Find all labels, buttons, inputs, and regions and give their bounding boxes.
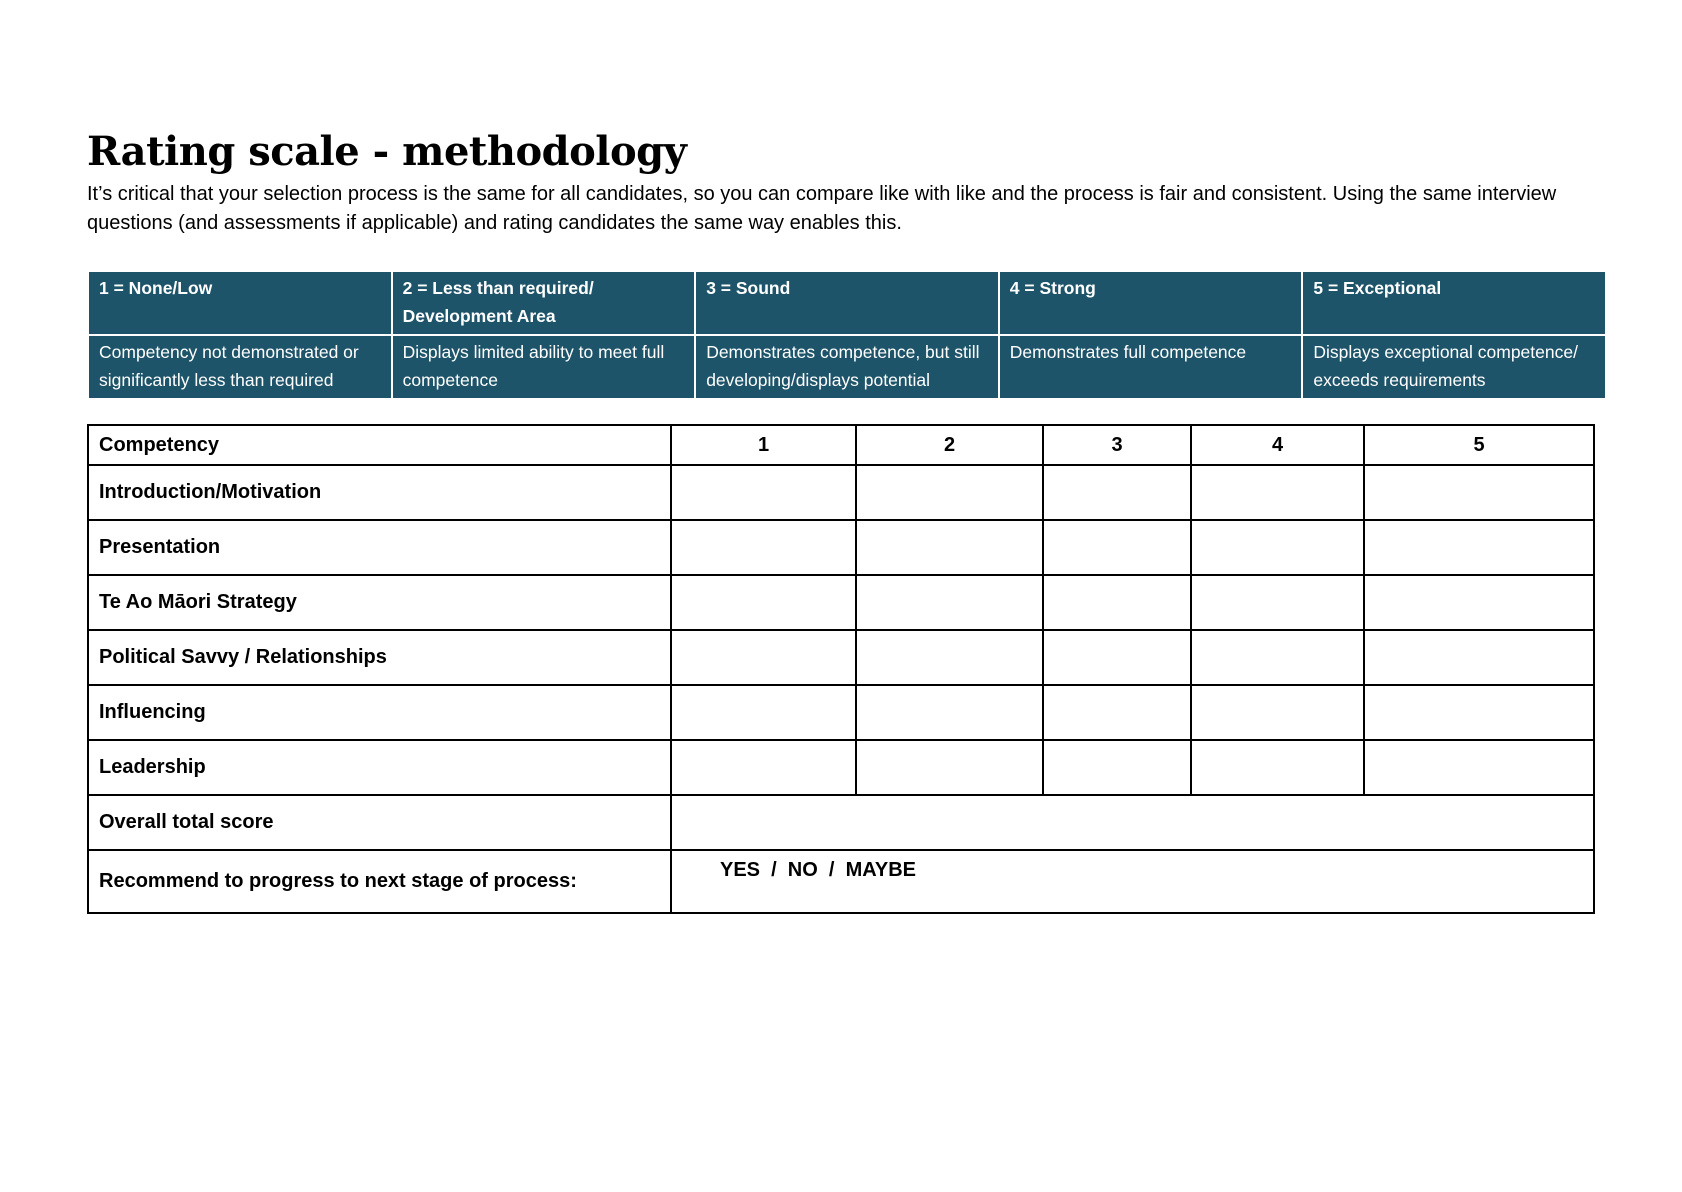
intro-paragraph: It’s critical that your selection process is the same for all candidates, so you can compare like with like and the process is fair and consistent. Using the same interview questions (and assessments if applicable) and rating candidates the same way enables this. — [87, 183, 1557, 234]
competency-name: Introduction/Motivation — [88, 465, 671, 520]
rating-cell-3[interactable] — [1043, 630, 1191, 685]
rating-cell-1[interactable] — [671, 575, 856, 630]
competency-name: Political Savvy / Relationships — [88, 630, 671, 685]
scale-label: 2 = Less than required/ Development Area — [392, 271, 696, 335]
rating-cell-4[interactable] — [1191, 575, 1364, 630]
rating-cell-2[interactable] — [856, 465, 1043, 520]
rating-cell-3[interactable] — [1043, 520, 1191, 575]
table-row — [88, 685, 1594, 740]
scale-desc: Displays limited ability to meet full competence — [392, 335, 696, 399]
rating-cell-5[interactable] — [1364, 575, 1594, 630]
scale-desc: Demonstrates competence, but still developing/displays potential — [695, 335, 999, 399]
rating-cell-5[interactable] — [1364, 740, 1594, 795]
recommend-label: Recommend to progress to next stage of process: — [88, 850, 671, 913]
scale-desc: Demonstrates full competence — [999, 335, 1303, 399]
rating-cell-4[interactable] — [1191, 740, 1364, 795]
rating-scale-table — [87, 270, 1607, 400]
page-title: Rating scale - methodology — [87, 128, 687, 175]
table-row — [88, 465, 1594, 520]
competency-name: Influencing — [88, 685, 671, 740]
competency-header: Competency — [88, 425, 671, 465]
rating-cell-2[interactable] — [856, 575, 1043, 630]
rating-cell-5[interactable] — [1364, 520, 1594, 575]
rating-cell-5[interactable] — [1364, 630, 1594, 685]
competency-name: Presentation — [88, 520, 671, 575]
scale-label: 3 = Sound — [695, 271, 999, 335]
scale-label: 5 = Exceptional — [1302, 271, 1606, 335]
rating-header: 1 — [671, 425, 856, 465]
rating-cell-4[interactable] — [1191, 685, 1364, 740]
rating-cell-4[interactable] — [1191, 520, 1364, 575]
competency-name: Leadership — [88, 740, 671, 795]
competency-table — [87, 424, 1595, 914]
rating-cell-3[interactable] — [1043, 685, 1191, 740]
rating-cell-2[interactable] — [856, 685, 1043, 740]
recommend-options[interactable]: YES / NO / MAYBE — [671, 850, 1594, 913]
rating-cell-5[interactable] — [1364, 465, 1594, 520]
scale-desc: Displays exceptional competence/ exceeds requirements — [1302, 335, 1606, 399]
rating-cell-4[interactable] — [1191, 465, 1364, 520]
rating-cell-5[interactable] — [1364, 685, 1594, 740]
rating-cell-1[interactable] — [671, 740, 856, 795]
rating-cell-1[interactable] — [671, 630, 856, 685]
scale-label: 4 = Strong — [999, 271, 1303, 335]
table-row — [88, 520, 1594, 575]
rating-cell-1[interactable] — [671, 465, 856, 520]
rating-cell-2[interactable] — [856, 740, 1043, 795]
competency-name: Te Ao Māori Strategy — [88, 575, 671, 630]
rating-cell-3[interactable] — [1043, 465, 1191, 520]
rating-cell-3[interactable] — [1043, 575, 1191, 630]
rating-cell-2[interactable] — [856, 520, 1043, 575]
table-row — [88, 575, 1594, 630]
rating-cell-4[interactable] — [1191, 630, 1364, 685]
table-row — [88, 740, 1594, 795]
rating-cell-2[interactable] — [856, 630, 1043, 685]
rating-header: 3 — [1043, 425, 1191, 465]
total-label: Overall total score — [88, 795, 671, 850]
scale-desc: Competency not demonstrated or significantly less than required — [88, 335, 392, 399]
rating-header: 4 — [1191, 425, 1364, 465]
table-row — [88, 630, 1594, 685]
rating-header: 5 — [1364, 425, 1594, 465]
rating-cell-3[interactable] — [1043, 740, 1191, 795]
rating-header: 2 — [856, 425, 1043, 465]
rating-cell-1[interactable] — [671, 685, 856, 740]
total-score-cell[interactable] — [671, 795, 1594, 850]
rating-cell-1[interactable] — [671, 520, 856, 575]
scale-label: 1 = None/Low — [88, 271, 392, 335]
